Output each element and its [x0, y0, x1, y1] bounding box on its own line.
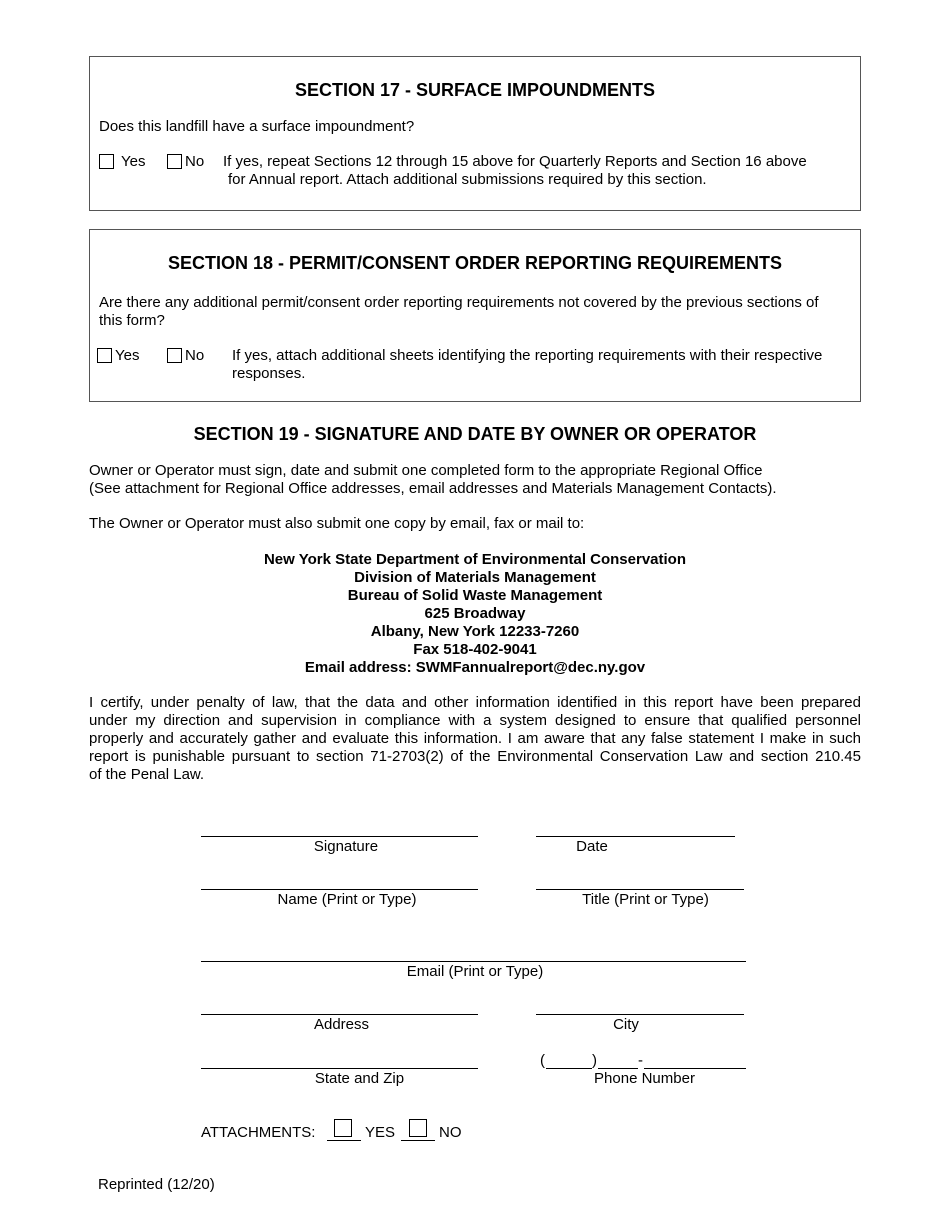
- address-line-email: Email address: SWMFannualreport@dec.ny.gov: [304, 659, 646, 676]
- phone-template[interactable]: [540, 1052, 746, 1070]
- certify-line-4: report is punishable pursuant to section 71-2703(2) of the Environmental Conservation Law and section 210.45: [89, 748, 861, 765]
- section-19-title: SECTION 19 - SIGNATURE AND DATE BY OWNER OR OPERATOR: [193, 424, 757, 444]
- section-17-box: [89, 56, 861, 211]
- address-line-agency: New York State Department of Environmental Conservation: [263, 551, 687, 568]
- section-18-no-label: No: [185, 347, 205, 364]
- date-caption: Date: [576, 838, 608, 855]
- section-18-question-line1: Are there any additional permit/consent order reporting requirements not covered by the previous sections of: [99, 294, 819, 311]
- section-17-question: Does this landfill have a surface impoundment?: [99, 118, 415, 135]
- state-zip-line[interactable]: [201, 1068, 478, 1069]
- address-line-city: Albany, New York 12233-7260: [370, 623, 580, 640]
- certify-line-5: of the Penal Law.: [89, 766, 205, 783]
- section-17-yes-checkbox[interactable]: [99, 154, 114, 169]
- address-caption: Address: [313, 1016, 370, 1033]
- section-17-instruction-line1: If yes, repeat Sections 12 through 15 above for Quarterly Reports and Section 16 above: [223, 153, 807, 170]
- section-18-yes-label: Yes: [115, 347, 140, 364]
- section-17-no-checkbox[interactable]: [167, 154, 182, 169]
- section-18-yes-checkbox[interactable]: [97, 348, 112, 363]
- certify-line-2: under my direction and supervision in compliance with a system designed to ensure that qualified personnel: [89, 712, 861, 729]
- phone-area-code-line[interactable]: [546, 1068, 592, 1069]
- attachments-yes-underline: [327, 1140, 361, 1141]
- email-line[interactable]: [201, 961, 746, 962]
- section-17-title: SECTION 17 - SURFACE IMPOUNDMENTS: [294, 80, 656, 100]
- address-line-fax: Fax 518-402-9041: [413, 641, 537, 658]
- section-18-title: SECTION 18 - PERMIT/CONSENT ORDER REPORTING REQUIREMENTS: [167, 253, 783, 273]
- section-18-instruction-line2: responses.: [232, 365, 306, 382]
- city-caption: City: [613, 1016, 639, 1033]
- attachments-no-underline: [401, 1140, 435, 1141]
- address-line-street: 625 Broadway: [424, 605, 526, 622]
- address-line-division: Division of Materials Management: [354, 569, 596, 586]
- address-line-bureau: Bureau of Solid Waste Management: [347, 587, 603, 604]
- dec-address-block: [0, 551, 950, 677]
- section-18-no-checkbox[interactable]: [167, 348, 182, 363]
- attachments-no-checkbox[interactable]: [409, 1119, 427, 1137]
- section-18-box: [89, 229, 861, 402]
- phone-close-paren: ): [592, 1052, 597, 1069]
- certify-line-3: properly and accurately gather and evaluate this information. I am aware that any false statement I make in such: [89, 730, 861, 747]
- state-zip-caption: State and Zip: [314, 1070, 405, 1087]
- name-line[interactable]: [201, 889, 478, 890]
- section-17-instruction-line2: for Annual report. Attach additional submissions required by this section.: [228, 171, 707, 188]
- section-17-yes-label: Yes: [121, 153, 146, 170]
- section-19-para2: The Owner or Operator must also submit one copy by email, fax or mail to:: [89, 515, 585, 532]
- address-line[interactable]: [201, 1014, 478, 1015]
- phone-open-paren: (: [540, 1052, 545, 1069]
- phone-line-number-line[interactable]: [644, 1068, 746, 1069]
- attachments-yes-checkbox[interactable]: [334, 1119, 352, 1137]
- signature-line[interactable]: [201, 836, 478, 837]
- section-18-question-line2: this form?: [99, 312, 165, 329]
- title-line[interactable]: [536, 889, 744, 890]
- signature-caption: Signature: [313, 838, 379, 855]
- certify-line-1: I certify, under penalty of law, that the data and other information identified in this report have been prepared: [89, 694, 861, 711]
- phone-prefix-line[interactable]: [598, 1068, 638, 1069]
- date-line[interactable]: [536, 836, 735, 837]
- phone-caption: Phone Number: [594, 1070, 695, 1087]
- attachments-no-label: NO: [439, 1124, 462, 1141]
- section-19-para1-line2: (See attachment for Regional Office addresses, email addresses and Materials Management Contacts).: [89, 480, 777, 497]
- section-18-instruction-line1: If yes, attach additional sheets identifying the reporting requirements with their respective: [232, 347, 823, 364]
- name-caption: Name (Print or Type): [277, 891, 417, 908]
- attachments-yes-label: YES: [365, 1124, 396, 1141]
- email-caption: Email (Print or Type): [406, 963, 544, 980]
- reprinted-footer: Reprinted (12/20): [98, 1176, 215, 1193]
- certification-paragraph: [89, 694, 861, 784]
- section-19-para1-line1: Owner or Operator must sign, date and submit one completed form to the appropriate Regional Office: [89, 462, 763, 479]
- phone-dash: -: [638, 1052, 643, 1069]
- title-caption: Title (Print or Type): [582, 891, 709, 908]
- attachments-label: ATTACHMENTS:: [201, 1124, 316, 1141]
- city-line[interactable]: [536, 1014, 744, 1015]
- section-17-no-label: No: [185, 153, 205, 170]
